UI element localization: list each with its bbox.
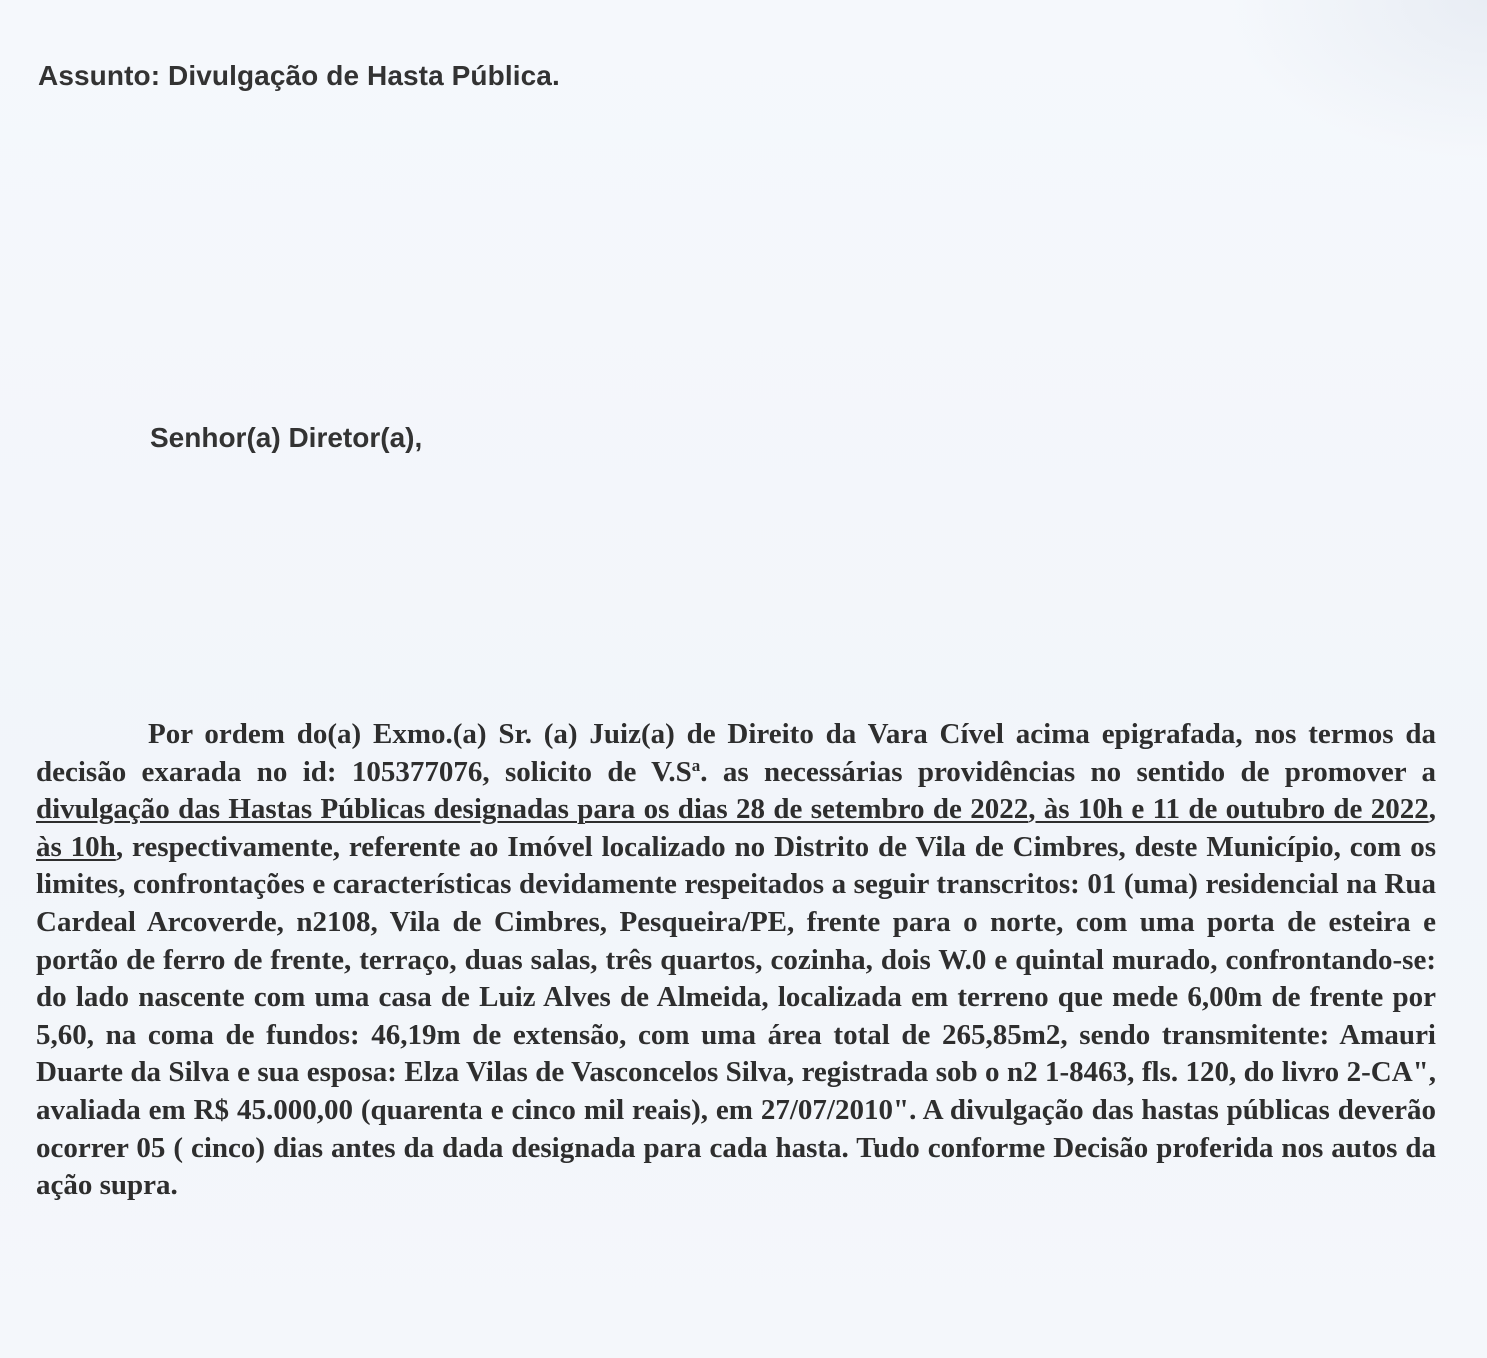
comma-1: , <box>1028 793 1036 826</box>
underlined-hastas-dates: divulgação das Hastas Públicas designadas para os dias 28 de setembro de 2022 <box>36 793 1029 826</box>
paragraph-text-3: , respectivamente, referente ao Imóvel localizado no Distrito de Vila de Cimbres, deste Município, com os limites, confrontações e características devidamente respeitados a seguir transcritos: 01 (uma) residencial na Rua Cardeal Arcoverde, n2108, Vila de Cimbres, Pesqueira/PE, frente para o norte, com uma porta de esteira e portão de ferro de frente, terraço, duas salas, três quartos, cozinha, dois W.0 e quintal murado, confrontando-se: do lado nascente com uma casa de Luiz Alves de Almeida, localizada em terreno que mede 6,00m de frente por 5,60, na coma de fundos: 46,19m de extensão, com uma área total de 265,85m2, sendo transmitente: Amauri Duarte da Silva e sua esposa: Elza Vilas de Vasconcelos Silva, registrada sob o n2 1-8463, fls. 120, do livro 2-CA", avaliada em R$ 45.000,00 (quarenta e cinco mil reais), em 27/07/2010". A divulgação das hastas públicas deverão ocorrer 05 ( cinco) dias antes da dada designada para cada hasta. Tudo conforme Decisão proferida nos autos da ação supra. <box>36 830 1436 1202</box>
body-paragraph <box>36 716 1436 1205</box>
salutation: Senhor(a) Diretor(a), <box>150 422 423 453</box>
comma-2: , <box>1428 793 1437 826</box>
paragraph-text-2: . as necessárias providências no sentido de promover a <box>700 755 1436 788</box>
underlined-time: às 10h <box>36 830 116 863</box>
paper-crease-shadow <box>1227 0 1487 160</box>
subject-line: Assunto: Divulgação de Hasta Pública. <box>38 60 560 91</box>
underlined-second-date: às 10h e 11 de outubro de 2022 <box>1035 793 1429 826</box>
superscript-a: a <box>691 755 701 775</box>
paragraph-text-1: Por ordem do(a) Exmo.(a) Sr. (a) Juiz(a) de Direito da Vara Cível acima epigrafada, nos termos da decisão exarada no id: 105377076, solicito de V.S <box>36 718 1436 788</box>
